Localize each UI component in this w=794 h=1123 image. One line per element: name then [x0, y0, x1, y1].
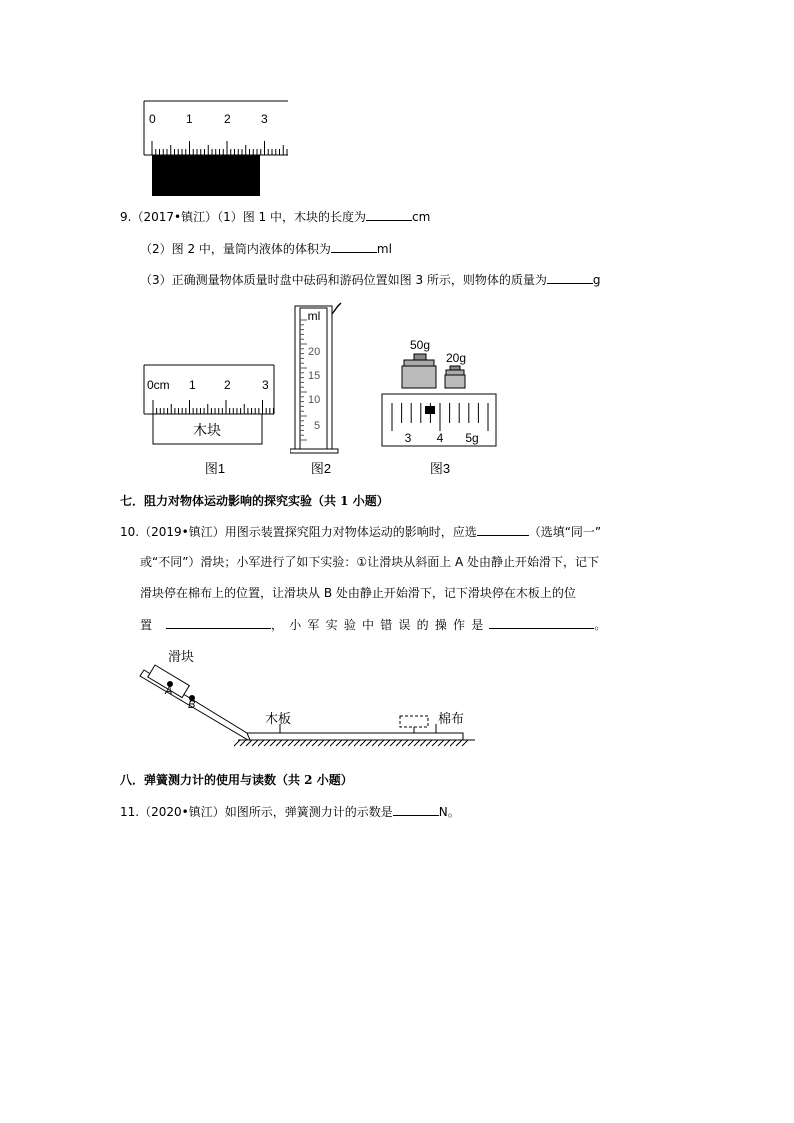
q11-answer-blank[interactable]	[393, 804, 439, 816]
section-7-title: 七．阻力对物体运动影响的探究实验（共 1 小题）	[120, 494, 389, 508]
weight-20g-label: 20g	[445, 351, 467, 365]
wood-block-label: 木块	[193, 422, 221, 438]
q9-line2	[140, 241, 392, 256]
weight-50g-label: 50g	[409, 338, 431, 352]
figure-2-mark-5: 5	[314, 420, 321, 432]
q10-line1	[120, 524, 601, 539]
figure-2-mark-20: 20	[308, 346, 321, 358]
figure-2-caption: 图2	[310, 461, 332, 476]
point-b-label: B	[188, 699, 196, 711]
scale-label-5g: 5g	[465, 431, 479, 445]
q10-line3: 滑块停在棉布上的位置，让滑块从 B 处由静止开始滑下，记下滑块停在木板上的位	[140, 586, 576, 600]
q10-line4-middle: ，小军实验中错误的操作是	[271, 618, 490, 632]
q11-text: （2020•镇江）如图所示，弹簧测力计的示数是	[139, 805, 393, 819]
figure-1-label-0: 0cm	[147, 378, 170, 392]
figure-2-mark-10: 10	[308, 394, 321, 406]
rider	[425, 406, 435, 414]
q10-line2: 或“不同”）滑块；小军进行了如下实验：①让滑块从斜面上 A 处由静止开始滑下，记下	[140, 555, 600, 569]
q9-number: 9.	[120, 210, 132, 224]
q10-answer-blank-2[interactable]	[166, 617, 271, 629]
q11-unit: N。	[438, 805, 460, 819]
figure-3-caption: 图3	[429, 461, 451, 476]
section-8-title: 八．弹簧测力计的使用与读数（共 2 小题）	[120, 773, 353, 787]
q9-line1	[120, 209, 430, 224]
q9-answer-blank-1[interactable]	[366, 209, 412, 221]
q9-line3-text: （3）正确测量物体质量时盘中砝码和游码位置如图 3 所示，则物体的质量为	[140, 273, 547, 287]
q9-answer-blank-2[interactable]	[331, 241, 377, 253]
top-ruler-label-1: 1	[186, 112, 193, 126]
q9-unit1: cm	[411, 210, 431, 224]
q11-number: 11.	[120, 805, 140, 819]
q10-line4	[140, 617, 675, 632]
scale-label-4: 4	[436, 431, 444, 445]
cloth-label: 棉布	[438, 711, 465, 726]
q10-line4-end: 。	[594, 618, 607, 632]
q10-line1-text: （2019•镇江）用图示装置探究阻力对物体运动的影响时，应选	[139, 525, 477, 539]
figure-1-label-1: 1	[189, 378, 196, 392]
incline-figure	[130, 640, 480, 750]
weight-20g	[445, 366, 465, 388]
q10-answer-blank-1[interactable]	[477, 524, 529, 536]
q9-line1-text: （2017•镇江）（1）图 1 中，木块的长度为	[131, 210, 366, 224]
top-ruler-figure	[140, 98, 292, 198]
q9-unit2: ml	[376, 242, 392, 256]
dashed-marker	[400, 716, 428, 727]
weight-50g	[402, 354, 436, 388]
board-label: 木板	[265, 711, 292, 726]
q10-number: 10.	[120, 525, 140, 539]
q9-line2-text: （2）图 2 中，量筒内液体的体积为	[140, 242, 331, 256]
q9-answer-blank-3[interactable]	[547, 272, 593, 284]
figure-3-balance	[380, 336, 500, 478]
q11-line	[120, 804, 460, 819]
figure-1-caption: 图1	[204, 461, 226, 476]
q9-unit3: g	[592, 273, 601, 287]
q10-line1-choices: （选填“同一”	[528, 525, 602, 539]
figure-1-ruler	[140, 362, 280, 478]
point-a-label: A	[165, 685, 173, 697]
slider-label: 滑块	[168, 649, 195, 664]
q10-line4-start: 置	[140, 618, 153, 632]
scale-label-3: 3	[404, 431, 412, 445]
top-ruler-label-2: 2	[224, 112, 231, 126]
figure-2-cylinder	[290, 300, 350, 478]
top-ruler-label-3: 3	[261, 112, 268, 126]
figure-1-label-2: 2	[224, 378, 231, 392]
top-ruler-label-0: 0	[149, 112, 156, 126]
ground-hatch	[234, 740, 468, 746]
figure-2-mark-15: 15	[308, 370, 321, 382]
q10-answer-blank-3[interactable]	[489, 617, 594, 629]
q9-line3	[140, 272, 601, 287]
figure-1-ticks	[153, 400, 273, 414]
figure-2-unit: ml	[307, 309, 321, 323]
black-block	[152, 155, 260, 196]
top-ruler-ticks	[152, 141, 287, 155]
figure-1-label-3: 3	[262, 378, 269, 392]
